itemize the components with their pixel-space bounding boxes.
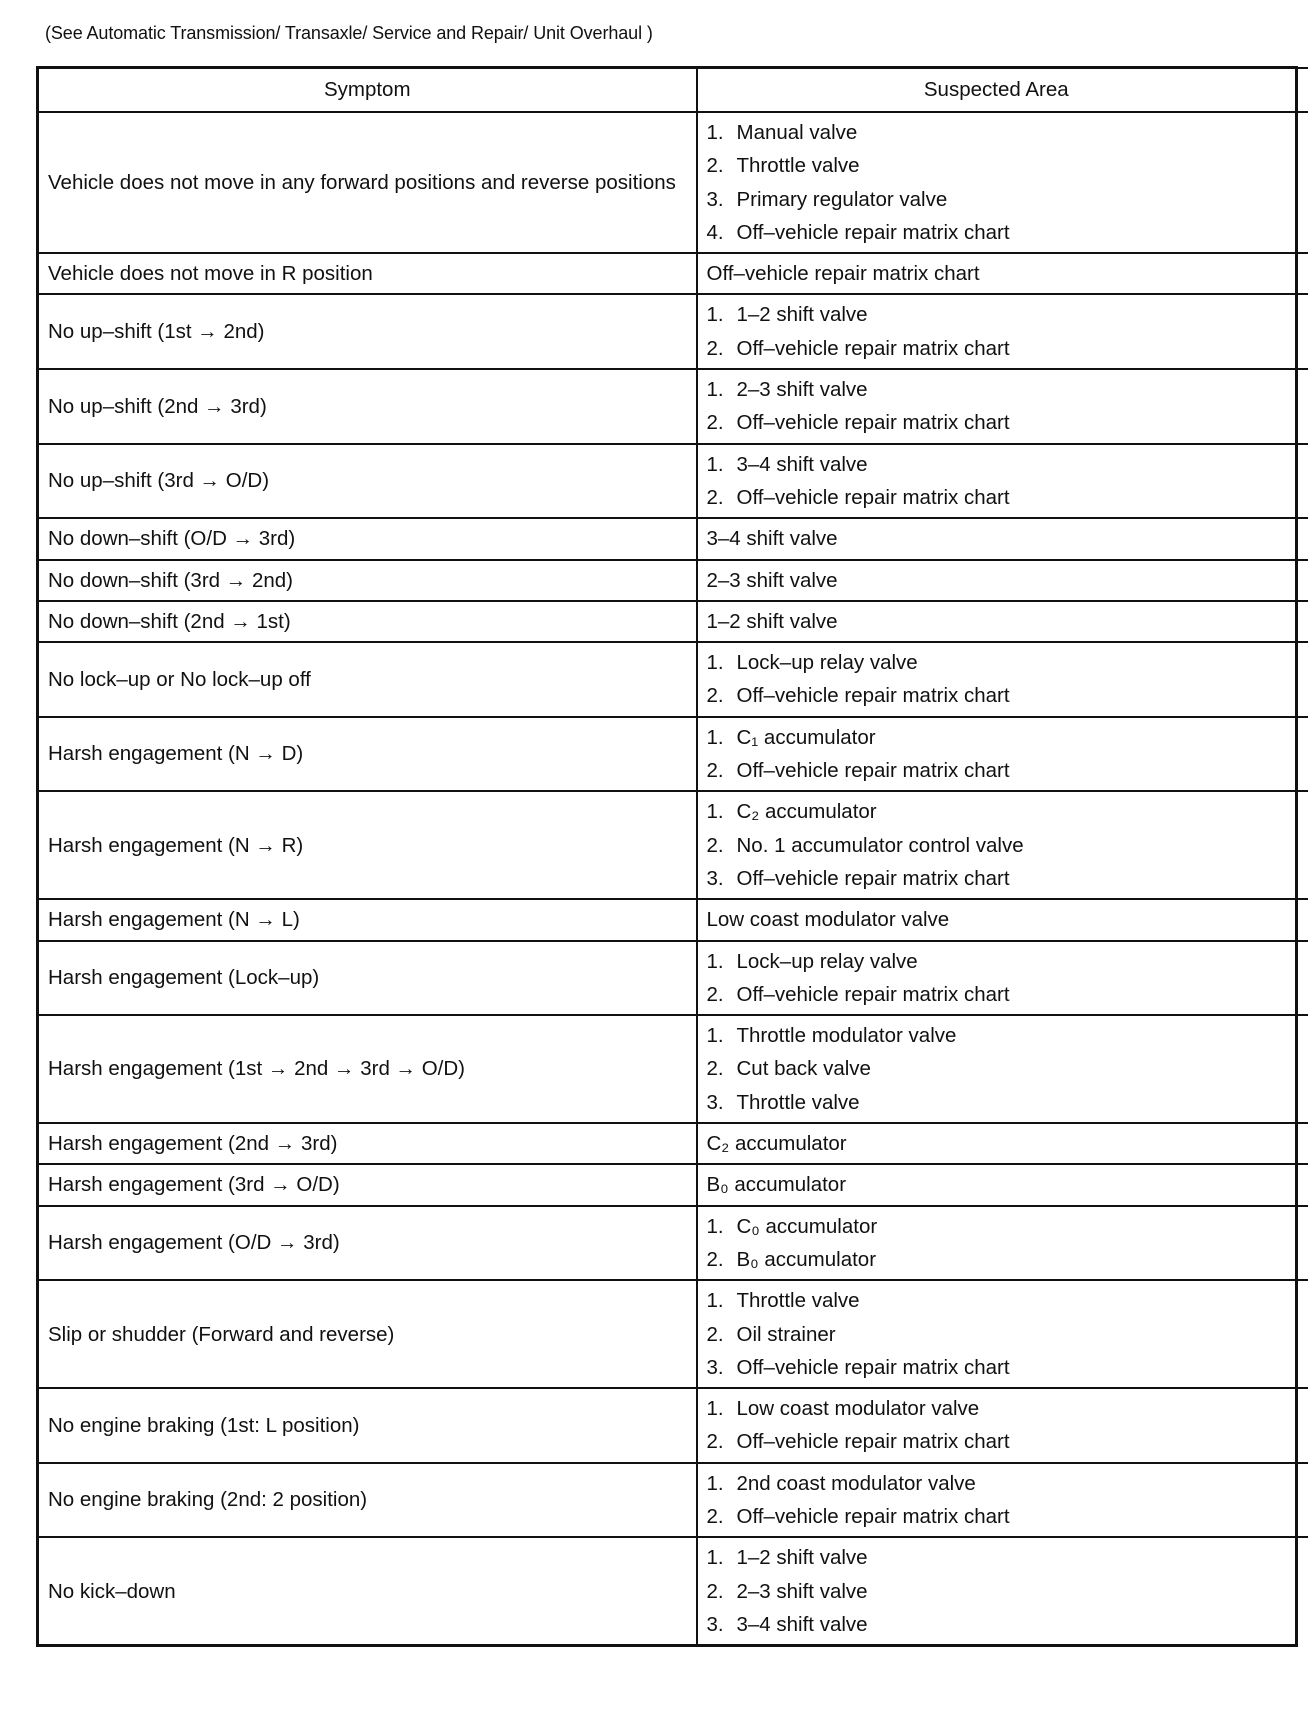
table-row xyxy=(38,1388,1297,1463)
suspected-area-cell xyxy=(697,1015,1297,1123)
table-row xyxy=(38,791,1297,899)
item-number: 3. xyxy=(706,1612,724,1636)
suspected-area-list xyxy=(707,448,1284,515)
symptom-cell: No down–shift (2nd → 1st) xyxy=(38,601,697,642)
symptom-cell: Harsh engagement (2nd → 3rd) xyxy=(38,1123,697,1164)
item-number: 1. xyxy=(706,651,724,675)
item-number: 2. xyxy=(706,1322,724,1346)
item-number: 2. xyxy=(706,1057,724,1081)
table-row xyxy=(38,518,1297,559)
suspected-area-cell xyxy=(697,642,1297,717)
item-text: Off–vehicle repair matrix chart xyxy=(736,1430,1010,1454)
item-text: Off–vehicle repair matrix chart xyxy=(736,411,1010,435)
symptom-cell: Harsh engagement (Lock–up) xyxy=(38,941,697,1016)
tick-mark xyxy=(1298,293,1308,295)
suspected-area-list xyxy=(707,1019,1284,1119)
suspected-area-item xyxy=(707,1500,1284,1533)
item-number: 2. xyxy=(706,1247,724,1271)
symptom-cell: Harsh engagement (N → L) xyxy=(38,899,697,940)
item-text: Off–vehicle repair matrix chart xyxy=(736,1355,1010,1379)
item-number: 1. xyxy=(706,725,724,749)
suspected-area-text: 1–2 shift valve xyxy=(706,609,838,633)
suspected-area-item xyxy=(707,448,1284,481)
suspected-area-item xyxy=(707,1318,1284,1351)
item-text: Throttle valve xyxy=(736,154,860,178)
suspected-area-item xyxy=(707,679,1284,712)
tick-mark xyxy=(1298,898,1308,900)
suspected-area-cell xyxy=(697,1206,1297,1281)
symptom-cell: Harsh engagement (N → R) xyxy=(38,791,697,899)
tick-mark xyxy=(1298,252,1308,254)
suspected-area-cell xyxy=(697,1388,1297,1463)
item-text: 1–2 shift valve xyxy=(736,1546,868,1570)
item-text: Off–vehicle repair matrix chart xyxy=(736,336,1010,360)
item-number: 2. xyxy=(706,411,724,435)
item-number: 1. xyxy=(706,1289,724,1313)
item-number: 2. xyxy=(706,1430,724,1454)
symptom-table xyxy=(36,66,1298,1647)
suspected-area-cell xyxy=(697,1164,1297,1205)
symptom-column-header: Symptom xyxy=(38,68,697,113)
suspected-area-cell xyxy=(697,941,1297,1016)
suspected-area-cell xyxy=(697,444,1297,519)
item-text: Off–vehicle repair matrix chart xyxy=(736,220,1010,244)
suspected-area-cell xyxy=(697,369,1297,444)
suspected-area-item xyxy=(707,862,1284,895)
item-number: 1. xyxy=(706,1214,724,1238)
table-row xyxy=(38,941,1297,1016)
tick-mark xyxy=(1298,600,1308,602)
suspected-area-item xyxy=(707,406,1284,439)
item-number: 2. xyxy=(706,684,724,708)
suspected-area-item xyxy=(707,1243,1284,1276)
tick-mark xyxy=(1298,940,1308,942)
tick-mark xyxy=(1298,517,1308,519)
tick-mark xyxy=(1298,1205,1308,1207)
symptom-cell: Vehicle does not move in any forward positions and reverse positions xyxy=(38,112,697,253)
tick-mark xyxy=(1298,716,1308,718)
table-row xyxy=(38,444,1297,519)
suspected-area-item xyxy=(707,1284,1284,1317)
suspected-area-item xyxy=(707,216,1284,249)
item-number: 4. xyxy=(706,220,724,244)
tick-mark xyxy=(1298,1279,1308,1281)
item-number: 1. xyxy=(706,1397,724,1421)
suspected-area-text: Low coast modulator valve xyxy=(706,908,950,932)
suspected-area-list xyxy=(707,1392,1284,1459)
table-row xyxy=(38,369,1297,444)
item-text: Off–vehicle repair matrix chart xyxy=(736,1504,1010,1528)
suspected-area-item xyxy=(707,1575,1284,1608)
item-text: C₀ accumulator xyxy=(736,1214,878,1238)
symptom-cell: No up–shift (3rd → O/D) xyxy=(38,444,697,519)
item-text: Low coast modulator valve xyxy=(736,1397,980,1421)
suspected-area-cell xyxy=(697,1537,1297,1645)
suspected-area-list xyxy=(707,721,1284,788)
item-number: 3. xyxy=(706,1090,724,1114)
suspected-area-item xyxy=(707,481,1284,514)
suspected-area-cell xyxy=(697,899,1297,940)
suspected-area-item xyxy=(707,332,1284,365)
item-number: 3. xyxy=(706,866,724,890)
item-text: Off–vehicle repair matrix chart xyxy=(736,684,1010,708)
item-number: 2. xyxy=(706,1504,724,1528)
item-text: Oil strainer xyxy=(736,1322,836,1346)
suspected-area-list xyxy=(707,646,1284,713)
item-text: Throttle valve xyxy=(736,1090,860,1114)
item-number: 2. xyxy=(706,982,724,1006)
item-number: 2. xyxy=(706,759,724,783)
suspected-area-cell xyxy=(697,1463,1297,1538)
suspected-area-list xyxy=(707,1467,1284,1534)
table-row xyxy=(38,112,1297,253)
symptom-cell: No lock–up or No lock–up off xyxy=(38,642,697,717)
item-text: Cut back valve xyxy=(736,1057,871,1081)
item-number: 1. xyxy=(706,1024,724,1048)
item-number: 1. xyxy=(706,121,724,144)
tick-mark xyxy=(1298,1387,1308,1389)
table-row xyxy=(38,1015,1297,1123)
table-row xyxy=(38,642,1297,717)
item-text: C₁ accumulator xyxy=(736,725,876,749)
item-number: 3. xyxy=(706,187,724,211)
symptom-cell: Harsh engagement (O/D → 3rd) xyxy=(38,1206,697,1281)
item-text: 3–4 shift valve xyxy=(736,1612,868,1636)
table-body xyxy=(38,112,1297,1646)
table-row xyxy=(38,717,1297,792)
item-text: 1–2 shift valve xyxy=(736,303,868,327)
suspected-area-item xyxy=(707,149,1284,182)
suspected-area-item xyxy=(707,754,1284,787)
suspected-area-column-header: Suspected Area xyxy=(697,68,1297,113)
suspected-area-list xyxy=(707,795,1284,895)
suspected-area-text: B₀ accumulator xyxy=(706,1173,847,1197)
suspected-area-list xyxy=(707,945,1284,1012)
suspected-area-item xyxy=(707,1019,1284,1052)
item-text: Primary regulator valve xyxy=(736,187,948,211)
suspected-area-item xyxy=(707,1351,1284,1384)
suspected-area-item xyxy=(707,373,1284,406)
symptom-cell: No engine braking (2nd: 2 position) xyxy=(38,1463,697,1538)
suspected-area-cell xyxy=(697,717,1297,792)
item-number: 1. xyxy=(706,1471,724,1495)
suspected-area-cell xyxy=(697,294,1297,369)
suspected-area-item xyxy=(707,646,1284,679)
suspected-area-cell xyxy=(697,1123,1297,1164)
item-number: 2. xyxy=(706,154,724,178)
table-row xyxy=(38,560,1297,601)
item-text: Off–vehicle repair matrix chart xyxy=(736,866,1010,890)
item-text: Off–vehicle repair matrix chart xyxy=(736,485,1010,509)
item-text: 3–4 shift valve xyxy=(736,452,868,476)
item-number: 2. xyxy=(706,833,724,857)
suspected-area-cell xyxy=(697,112,1297,253)
suspected-area-text: Off–vehicle repair matrix chart xyxy=(706,262,980,286)
suspected-area-item xyxy=(707,978,1284,1011)
suspected-area-list xyxy=(707,1210,1284,1277)
header-row xyxy=(38,68,1297,113)
suspected-area-item xyxy=(707,721,1284,754)
item-text: Off–vehicle repair matrix chart xyxy=(736,759,1010,783)
suspected-area-list xyxy=(707,1541,1284,1641)
tick-mark xyxy=(1298,1014,1308,1016)
suspected-area-item xyxy=(707,795,1284,828)
tick-mark xyxy=(1298,1163,1308,1165)
item-text: Lock–up relay valve xyxy=(736,651,918,675)
symptom-cell: No down–shift (O/D → 3rd) xyxy=(38,518,697,559)
item-number: 2. xyxy=(706,485,724,509)
suspected-area-item xyxy=(707,298,1284,331)
tick-mark xyxy=(1298,559,1308,561)
item-number: 2. xyxy=(706,1579,724,1603)
symptom-cell: Vehicle does not move in R position xyxy=(38,253,697,294)
suspected-area-text: 2–3 shift valve xyxy=(706,568,838,592)
suspected-area-list xyxy=(707,1284,1284,1384)
tick-mark xyxy=(1298,67,1308,69)
suspected-area-cell xyxy=(697,518,1297,559)
suspected-area-item xyxy=(707,1608,1284,1641)
item-text: 2–3 shift valve xyxy=(736,378,868,402)
symptom-cell: No engine braking (1st: L position) xyxy=(38,1388,697,1463)
suspected-area-list xyxy=(707,373,1284,440)
suspected-area-cell xyxy=(697,791,1297,899)
suspected-area-list xyxy=(707,298,1284,365)
suspected-area-cell xyxy=(697,601,1297,642)
symptom-cell: Harsh engagement (N → D) xyxy=(38,717,697,792)
item-number: 3. xyxy=(706,1355,724,1379)
suspected-area-item xyxy=(707,183,1284,216)
table-row xyxy=(38,1164,1297,1205)
suspected-area-cell xyxy=(697,560,1297,601)
table-row xyxy=(38,1280,1297,1388)
symptom-cell: No up–shift (1st → 2nd) xyxy=(38,294,697,369)
tick-mark xyxy=(1298,368,1308,370)
suspected-area-item xyxy=(707,1425,1284,1458)
item-text: C₂ accumulator xyxy=(736,800,877,824)
item-text: Lock–up relay valve xyxy=(736,949,918,973)
symptom-cell: No kick–down xyxy=(38,1537,697,1645)
suspected-area-item xyxy=(707,1467,1284,1500)
table-row xyxy=(38,253,1297,294)
tick-mark xyxy=(1298,1462,1308,1464)
suspected-area-item xyxy=(707,1052,1284,1085)
page-caption: (See Automatic Transmission/ Transaxle/ Service and Repair/ Unit Overhaul ) xyxy=(45,23,653,43)
table-row xyxy=(38,1463,1297,1538)
symptom-cell: Slip or shudder (Forward and reverse) xyxy=(38,1280,697,1388)
suspected-area-item xyxy=(707,1086,1284,1119)
suspected-area-item xyxy=(707,116,1284,149)
item-text: 2nd coast modulator valve xyxy=(736,1471,976,1495)
tick-mark xyxy=(1298,1122,1308,1124)
item-number: 1. xyxy=(706,378,724,402)
suspected-area-text: C₂ accumulator xyxy=(706,1132,847,1156)
item-number: 1. xyxy=(706,452,724,476)
item-text: Throttle modulator valve xyxy=(736,1024,957,1048)
table-row xyxy=(38,1206,1297,1281)
tick-mark xyxy=(1298,443,1308,445)
item-text: Throttle valve xyxy=(736,1289,860,1313)
tick-mark xyxy=(1298,111,1308,113)
item-number: 1. xyxy=(706,1546,724,1570)
suspected-area-cell xyxy=(697,1280,1297,1388)
symptom-cell: No down–shift (3rd → 2nd) xyxy=(38,560,697,601)
suspected-area-text: 3–4 shift valve xyxy=(706,527,838,551)
tick-mark xyxy=(1298,1536,1308,1538)
suspected-area-item xyxy=(707,945,1284,978)
item-text: 2–3 shift valve xyxy=(736,1579,868,1603)
suspected-area-list xyxy=(707,116,1284,249)
item-text: Off–vehicle repair matrix chart xyxy=(736,982,1010,1006)
table-row xyxy=(38,899,1297,940)
symptom-cell: Harsh engagement (1st → 2nd → 3rd → O/D) xyxy=(38,1015,697,1123)
item-number: 1. xyxy=(706,303,724,327)
item-text: B₀ accumulator xyxy=(736,1247,877,1271)
suspected-area-item xyxy=(707,1210,1284,1243)
table-row xyxy=(38,1123,1297,1164)
table-row xyxy=(38,601,1297,642)
symptom-cell: Harsh engagement (3rd → O/D) xyxy=(38,1164,697,1205)
item-number: 1. xyxy=(706,800,724,824)
item-text: No. 1 accumulator control valve xyxy=(736,833,1024,857)
suspected-area-item xyxy=(707,829,1284,862)
suspected-area-item xyxy=(707,1392,1284,1425)
table-row xyxy=(38,294,1297,369)
table-row xyxy=(38,1537,1297,1645)
item-number: 1. xyxy=(706,949,724,973)
symptom-cell: No up–shift (2nd → 3rd) xyxy=(38,369,697,444)
suspected-area-cell xyxy=(697,253,1297,294)
suspected-area-item xyxy=(707,1541,1284,1574)
tick-mark xyxy=(1298,641,1308,643)
item-number: 2. xyxy=(706,336,724,360)
item-text: Manual valve xyxy=(736,121,858,144)
tick-mark xyxy=(1298,790,1308,792)
